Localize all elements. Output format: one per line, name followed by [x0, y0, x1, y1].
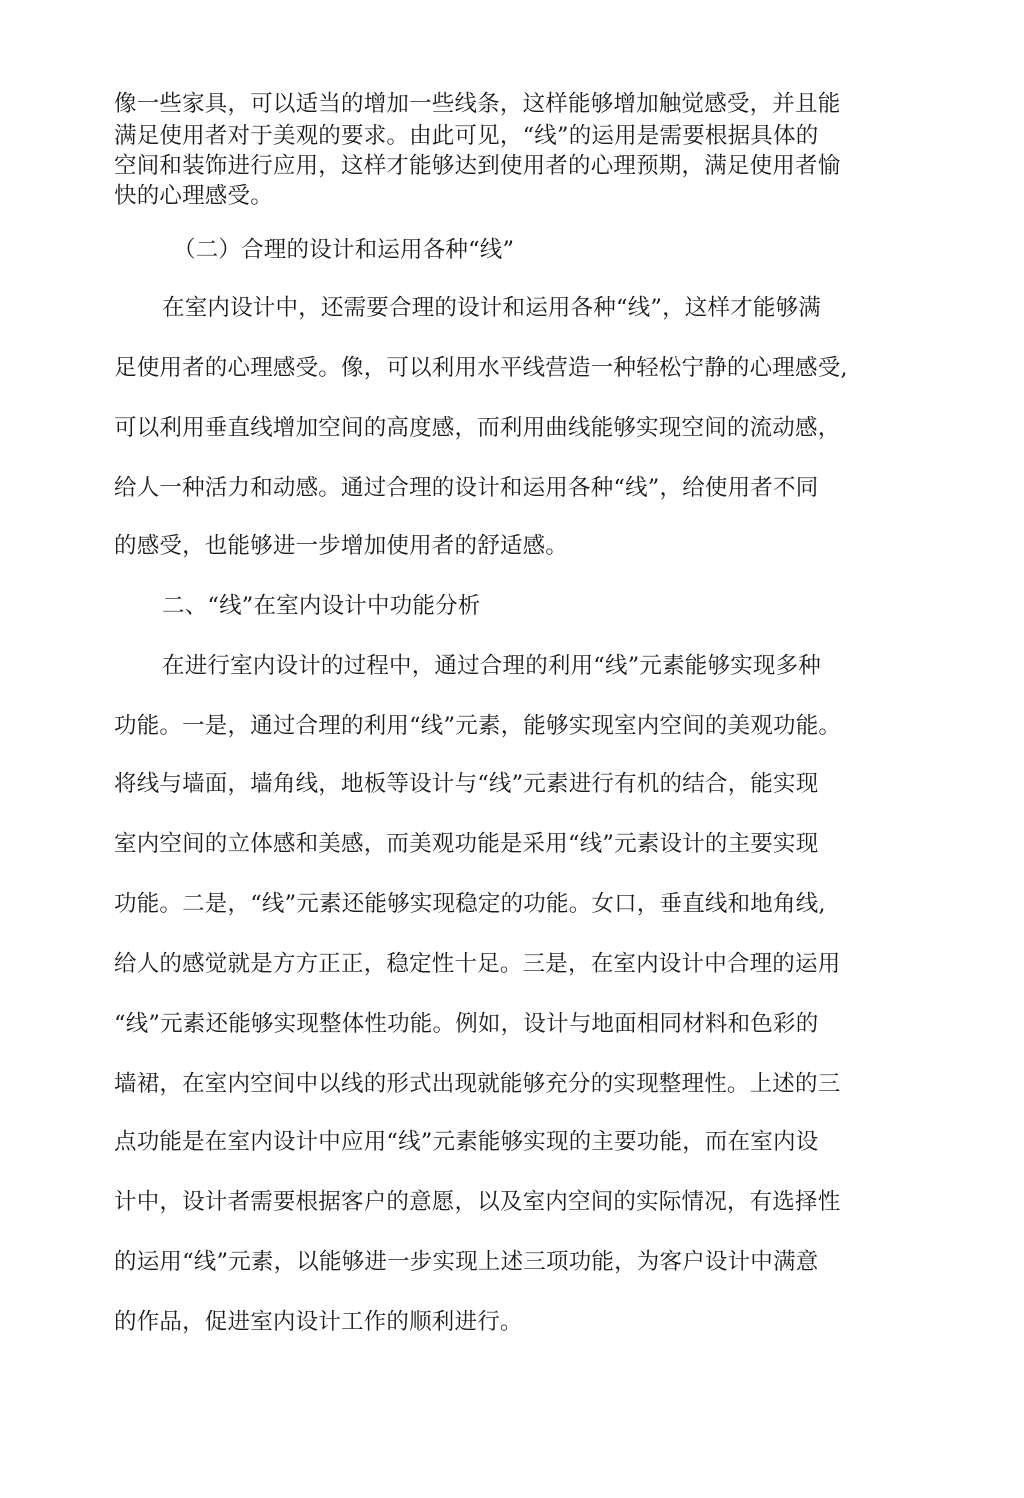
- text-line: 快的心理感受。: [114, 183, 273, 209]
- text-line: 墙裙，在室内空间中以线的形式出现就能够充分的实现整理性。上述的三: [114, 1071, 841, 1097]
- text-line: 的感受，也能够进一步增加使用者的舒适感。: [114, 533, 569, 559]
- text-line: 足使用者的心理感受。像，可以利用水平线营造一种轻松宁静的心理感受,: [114, 355, 848, 381]
- section-heading: 二、“线”在室内设计中功能分析: [162, 593, 481, 619]
- subheading: （二）合理的设计和运用各种“线”: [173, 237, 515, 263]
- text-line: 可以利用垂直线增加空间的高度感，而利用曲线能够实现空间的流动感，: [114, 415, 841, 441]
- text-line: 空间和装饰进行应用，这样才能够达到使用者的心理预期，满足使用者愉: [114, 153, 841, 179]
- text-line: 满足使用者对于美观的要求。由此可见，“线”的运用是需要根据具体的: [114, 123, 819, 149]
- text-line: 给人一种活力和动感。通过合理的设计和运用各种“线”，给使用者不同: [114, 475, 819, 501]
- text-line: 将线与墙面，墙角线，地板等设计与“线”元素进行有机的结合，能实现: [114, 771, 819, 797]
- text-line: “线”元素还能够实现整体性功能。例如，设计与地面相同材料和色彩的: [114, 1011, 819, 1037]
- text-line: 像一些家具，可以适当的增加一些线条，这样能够增加触觉感受，并且能: [114, 91, 841, 117]
- text-line: 计中，设计者需要根据客户的意愿，以及室内空间的实际情况，有选择性: [114, 1189, 841, 1215]
- text-line: 点功能是在室内设计中应用“线”元素能够实现的主要功能，而在室内设: [114, 1129, 819, 1155]
- text-line: 给人的感觉就是方方正正，稳定性十足。三是，在室内设计中合理的运用: [114, 951, 841, 977]
- text-line: 在进行室内设计的过程中，通过合理的利用“线”元素能够实现多种: [162, 653, 822, 679]
- text-line: 功能。二是，“线”元素还能够实现稳定的功能。女口，垂直线和地角线,: [114, 891, 826, 917]
- text-line: 功能。一是，通过合理的利用“线”元素，能够实现室内空间的美观功能。: [114, 713, 842, 739]
- text-line: 室内空间的立体感和美感，而美观功能是采用“线”元素设计的主要实现: [114, 831, 819, 857]
- text-line: 的作品，促进室内设计工作的顺利进行。: [114, 1309, 523, 1335]
- text-line: 在室内设计中，还需要合理的设计和运用各种“线”，这样才能够满: [162, 295, 822, 321]
- text-line: 的运用“线”元素，以能够进一步实现上述三项功能，为客户设计中满意: [114, 1249, 819, 1275]
